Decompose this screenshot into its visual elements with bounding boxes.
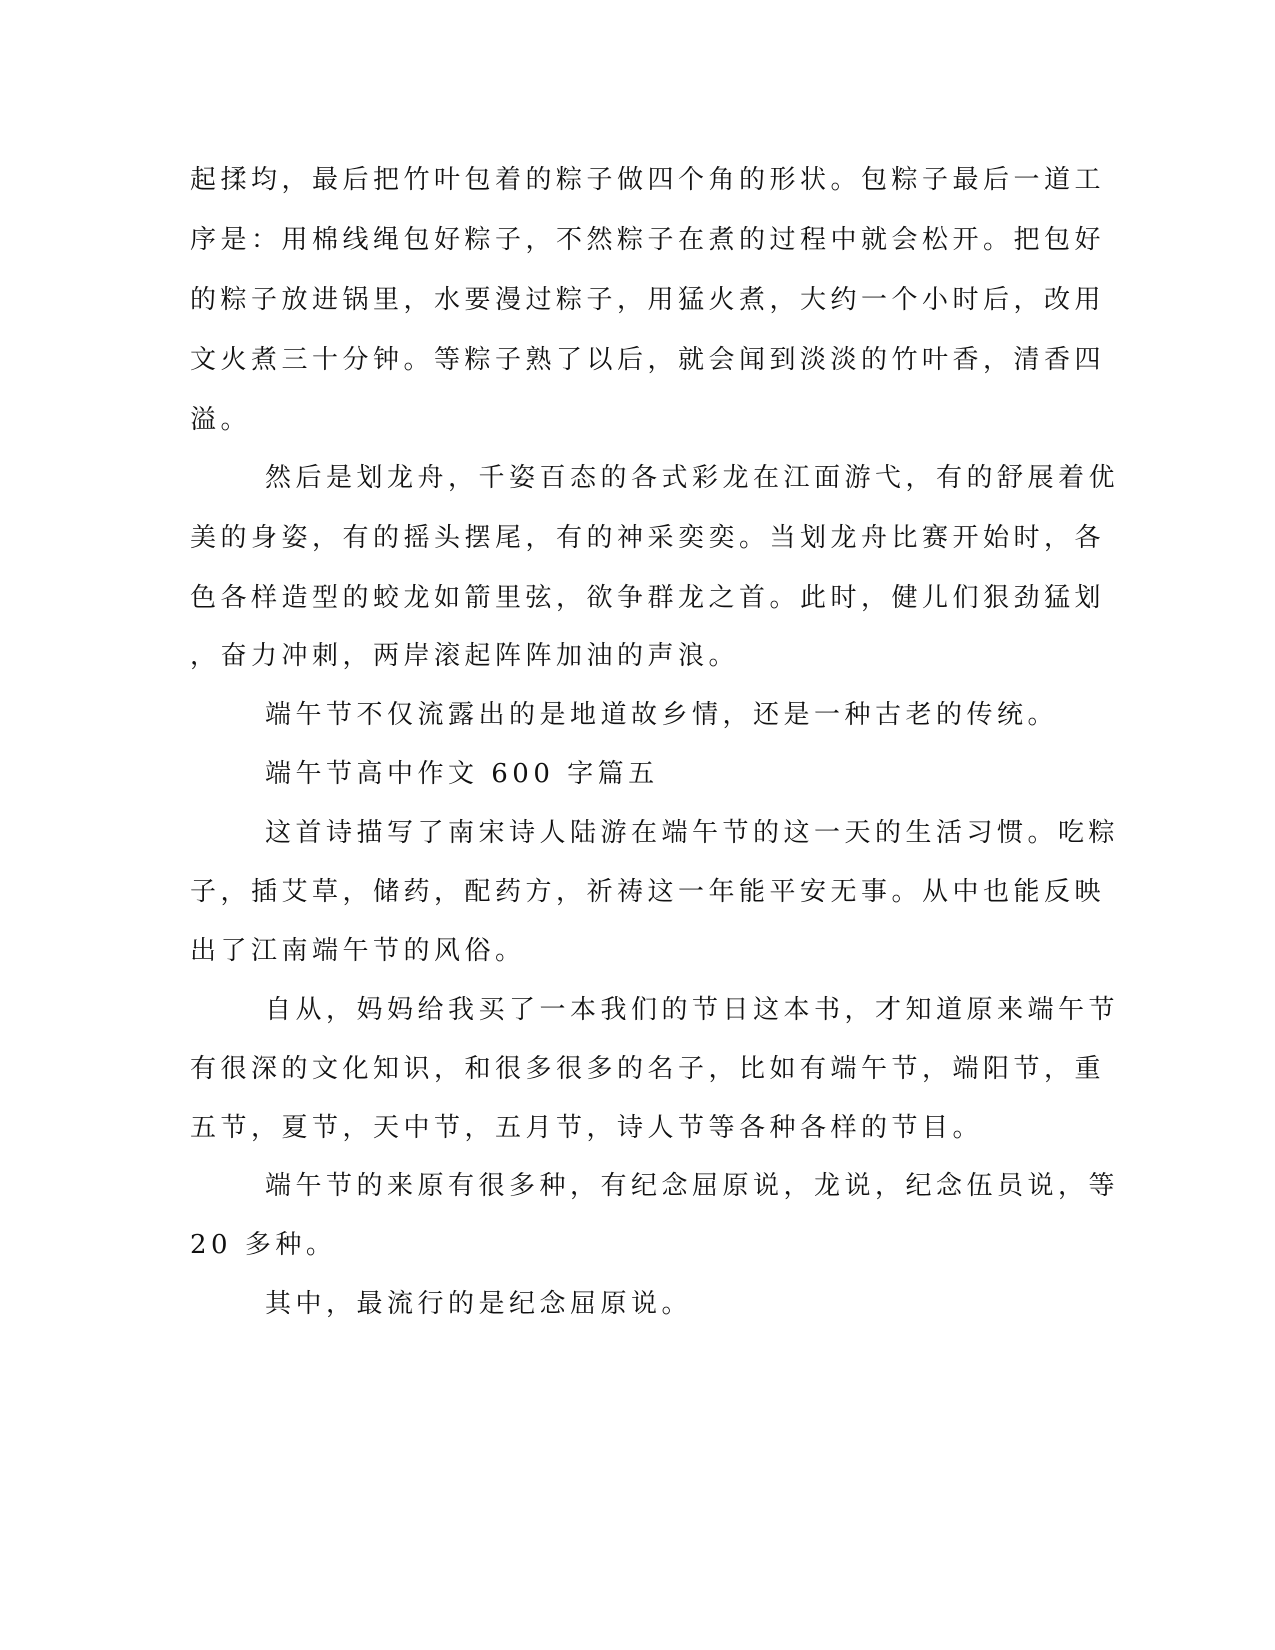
paragraph-line: 序是：用棉线绳包好粽子，不然粽子在煮的过程中就会松开。把包好 bbox=[190, 225, 1106, 255]
paragraph-line: 出了江南端午节的风俗。 bbox=[190, 936, 526, 966]
paragraph-line: 溢。 bbox=[190, 405, 252, 435]
section-heading: 端午节高中作文 600 字篇五 bbox=[265, 759, 659, 789]
paragraph-line: 的粽子放进锅里，水要漫过粽子，用猛火煮，大约一个小时后，改用 bbox=[190, 285, 1106, 315]
paragraph-line: 这首诗描写了南宋诗人陆游在端午节的这一天的生活习惯。吃粽 bbox=[265, 818, 1120, 848]
paragraph-line: 有很深的文化知识，和很多很多的名子，比如有端午节，端阳节，重 bbox=[190, 1054, 1106, 1084]
paragraph-line: 子，插艾草，储药，配药方，祈祷这一年能平安无事。从中也能反映 bbox=[190, 877, 1106, 907]
paragraph-line: 20 多种。 bbox=[190, 1230, 337, 1260]
paragraph-line: 然后是划龙舟，千姿百态的各式彩龙在江面游弋，有的舒展着优 bbox=[265, 463, 1120, 493]
paragraph-line: 其中，最流行的是纪念屈原说。 bbox=[265, 1289, 693, 1319]
paragraph-line: 端午节不仅流露出的是地道故乡情，还是一种古老的传统。 bbox=[265, 700, 1059, 730]
paragraph-line: 起揉均，最后把竹叶包着的粽子做四个角的形状。包粽子最后一道工 bbox=[190, 165, 1106, 195]
paragraph-line: 色各样造型的蛟龙如箭里弦，欲争群龙之首。此时，健儿们狠劲猛划 bbox=[190, 583, 1106, 613]
paragraph-line: 文火煮三十分钟。等粽子熟了以后，就会闻到淡淡的竹叶香，清香四 bbox=[190, 345, 1106, 375]
paragraph-line: 端午节的来原有很多种，有纪念屈原说，龙说，纪念伍员说，等 bbox=[265, 1171, 1120, 1201]
paragraph-line: 自从，妈妈给我买了一本我们的节日这本书，才知道原来端午节 bbox=[265, 995, 1120, 1025]
paragraph-line: 美的身姿，有的摇头摆尾，有的神采奕奕。当划龙舟比赛开始时，各 bbox=[190, 523, 1106, 553]
paragraph-line: 五节，夏节，天中节，五月节，诗人节等各种各样的节目。 bbox=[190, 1113, 984, 1143]
paragraph-line: ，奋力冲刺，两岸滚起阵阵加油的声浪。 bbox=[190, 641, 740, 671]
